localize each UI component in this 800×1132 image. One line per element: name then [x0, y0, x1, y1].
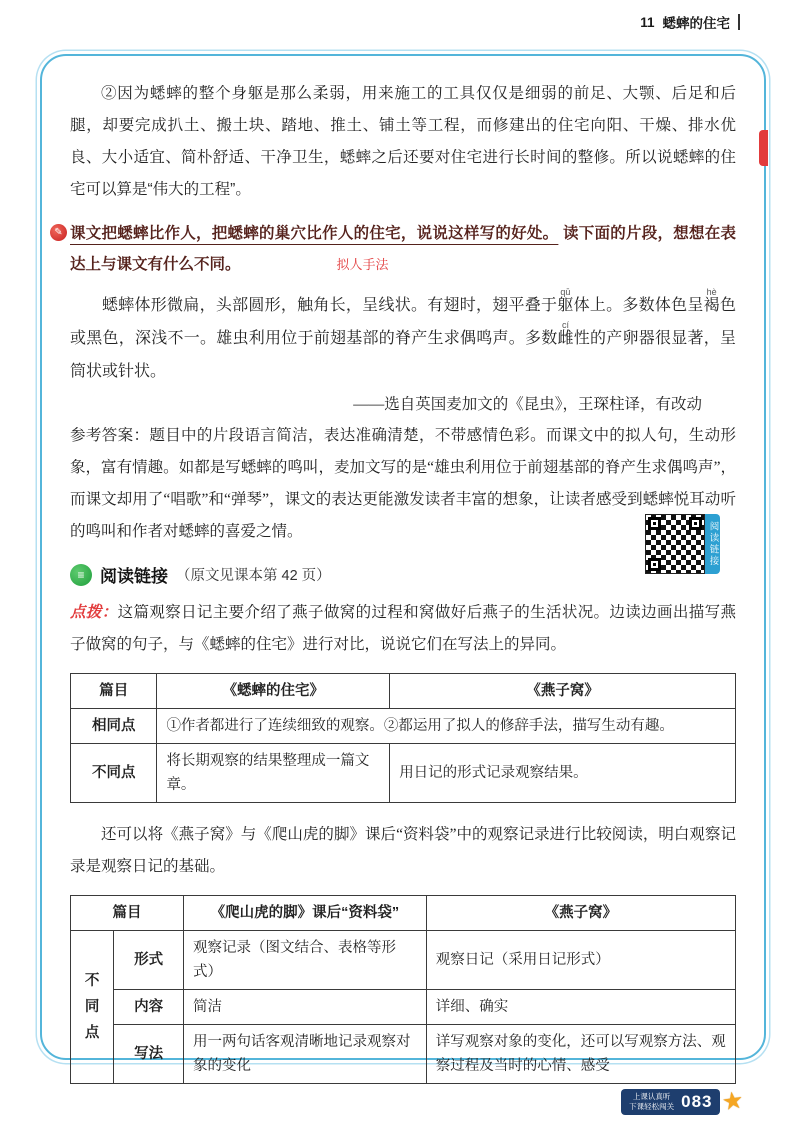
- table2-content-col1: 简洁: [184, 990, 427, 1025]
- qr-block: [645, 514, 720, 574]
- table2-form-col2: 观察日记（采用日记形式）: [426, 931, 735, 990]
- table2-content-col2: 详细、确实: [426, 990, 735, 1025]
- footer-slogan: [629, 1092, 674, 1112]
- ruby-pinyin: hè: [703, 287, 720, 297]
- ruby-base: 褐: [703, 297, 720, 314]
- table2-aspect-form: 形式: [114, 931, 184, 990]
- table1-diff-label: 不同点: [71, 744, 157, 803]
- ruby-base: 躯: [557, 297, 574, 314]
- ruby-pinyin: cí: [557, 320, 574, 330]
- table1-header-swallow: 《燕子窝》: [390, 674, 736, 709]
- table-row: [71, 709, 736, 744]
- content-box: [40, 54, 766, 1074]
- table-row: [71, 744, 736, 803]
- table1-diff-col2: 用日记的形式记录观察结果。: [390, 744, 736, 803]
- footer-slogan-line2: 下课轻松闯关: [629, 1101, 675, 1111]
- lesson-title: 蟋蟀的住宅: [662, 16, 730, 31]
- table2-side-label: [71, 931, 114, 1084]
- table2-aspect-content: 内容: [114, 990, 184, 1025]
- question-annotation: 拟人手法: [336, 257, 389, 272]
- qr-finder-icon: [689, 517, 702, 530]
- question-underlined: 课文把蟋蟀比作人，把蟋蟀的巢穴比作人的住宅，说说这样写的好处。: [70, 225, 559, 242]
- ruby-base: 雌: [557, 330, 574, 347]
- table2-header-ivy: 《爬山虎的脚》课后“资料袋”: [184, 896, 427, 931]
- passage-attribution: ——选自英国麦加文的《昆虫》，王琛柱译，有改动: [353, 396, 702, 413]
- intro-paragraph: ②因为蟋蟀的整个身躯是那么柔弱，用来施工的工具仅仅是细弱的前足、大颚、后足和后腿，却要完成扒土、搬土块、踏地、推土、铺土等工程，而修建出的住宅向阳、干燥、排水优良、大小适宜、简朴舒适、干净卫生，蟋蟀之后还要对住宅进行长时间的整修。所以说蟋蟀的住宅可以算是“伟大的工程”。: [70, 85, 736, 198]
- table1-same-label: 相同点: [71, 709, 157, 744]
- side-label-text: 不同点: [84, 973, 100, 1041]
- excerpt-passage: [70, 288, 736, 388]
- table2-aspect-style: 写法: [114, 1025, 184, 1084]
- passage-seg2: 体上。多数体色呈: [573, 297, 704, 314]
- table2-header-topic: 篇目: [71, 896, 184, 931]
- dianbo-paragraph: [70, 597, 736, 661]
- table1-diff-col1: 将长期观察的结果整理成一篇文章。: [157, 744, 390, 803]
- reading-link-title: 阅读链接: [100, 567, 168, 586]
- table2-style-col1: 用一两句话客观清晰地记录观察对象的变化: [184, 1025, 427, 1084]
- lesson-number: 11: [640, 14, 655, 30]
- side-tab: [759, 130, 768, 166]
- qr-finder-icon: [648, 517, 661, 530]
- ruby-qu: [557, 287, 574, 314]
- table2-header-swallow: 《燕子窝》: [426, 896, 735, 931]
- follow-up-paragraph: 还可以将《燕子窝》与《爬山虎的脚》课后“资料袋”中的观察记录进行比较阅读，明白观察记录是观察日记的基础。: [70, 826, 736, 875]
- table-row: [71, 931, 736, 990]
- question-rest: 读下面的片段，想想在表达上与课文有什么不同。: [70, 225, 736, 273]
- dianbo-colon: ：: [101, 604, 118, 621]
- ruby-pinyin: qū: [557, 287, 574, 297]
- table2-style-col2: 详写观察对象的变化，还可以写观察方法、观察过程及当时的心情、感受: [426, 1025, 735, 1084]
- passage-seg1: 蟋蟀体形微扁，头部圆形，触角长，呈线状。有翅时，翅平叠于: [102, 297, 558, 314]
- reference-answer: [70, 420, 736, 548]
- footer-slogan-line1: 上课认真听: [632, 1091, 671, 1101]
- qr-side-label: 阅读链接: [705, 514, 720, 574]
- qr-code: [645, 514, 705, 574]
- answer-text: 题目中的片段语言简洁，表达准确清楚，不带感情色彩。而课文中的拟人句，生动形象，富有情趣。如都是写蟋蟀的鸣叫，麦加文写的是“雄虫利用位于前翅基部的脊产生求偶鸣声”，而课文却用了“唱歌”和“弹琴”，课文的表达更能激发读者丰富的想象，让读者感受到蟋蟀悦耳动听的鸣叫和作者对蟋蟀的喜爱之情。: [70, 427, 736, 540]
- page-footer: [621, 1087, 744, 1116]
- comparison-table-2: [70, 895, 736, 1084]
- qr-finder-icon: [648, 558, 661, 571]
- ruby-ci: [557, 320, 574, 347]
- question-block: [54, 218, 736, 280]
- page-number: 083: [681, 1091, 713, 1111]
- dianbo-label: 点拨: [70, 604, 102, 621]
- comparison-table-1: [70, 673, 736, 803]
- passage-seg3: 色或黑色，深浅不一。雄虫利用位于前翅基部的脊产生求偶鸣声。多数: [70, 297, 736, 347]
- star-icon: ★: [720, 1086, 746, 1117]
- reading-link-subtitle: （原文见课本第 42 页）: [176, 568, 331, 584]
- table1-header-cricket: 《蟋蟀的住宅》: [157, 674, 390, 709]
- page-header: [640, 12, 740, 32]
- dianbo-text: 这篇观察日记主要介绍了燕子做窝的过程和窝做好后燕子的生活状况。边读边画出描写燕子做窝的句子，与《蟋蟀的住宅》进行对比，说说它们在写法上的异同。: [70, 604, 736, 653]
- table-row: [71, 1025, 736, 1084]
- header-divider: [738, 14, 740, 30]
- table2-form-col1: 观察记录（图文结合、表格等形式）: [184, 931, 427, 990]
- reading-link-header: [70, 562, 736, 587]
- answer-label: 参考答案：: [70, 427, 150, 444]
- question-icon: ✎: [50, 224, 67, 241]
- passage-seg4: 性的产卵器很显著，呈筒状或针状。: [70, 330, 736, 380]
- table1-same-text: ①作者都进行了连续细致的观察。②都运用了拟人的修辞手法，描写生动有趣。: [157, 709, 736, 744]
- ruby-he: [703, 287, 720, 314]
- reading-link-icon: ≡: [70, 564, 92, 586]
- footer-badge: [621, 1089, 720, 1115]
- table1-header-topic: 篇目: [71, 674, 157, 709]
- table-row: [71, 674, 736, 709]
- table-row: [71, 990, 736, 1025]
- table-row: [71, 896, 736, 931]
